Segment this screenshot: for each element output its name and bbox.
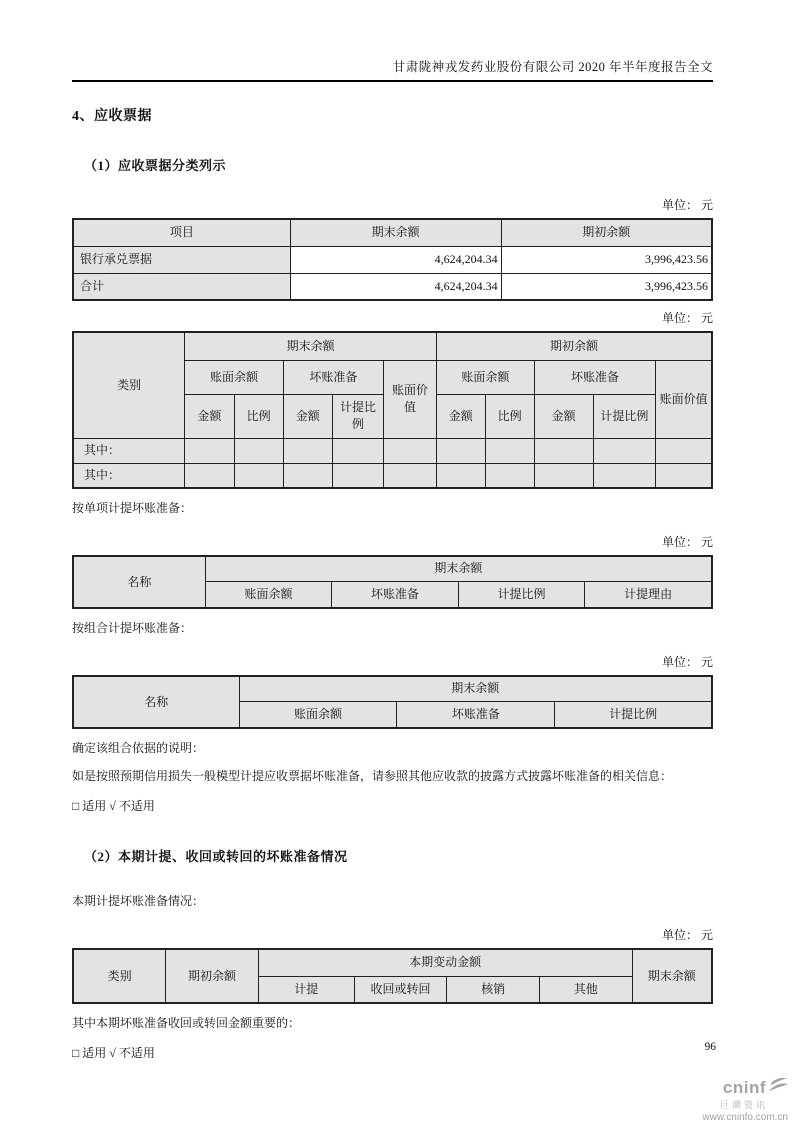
header-category: 类别 [73,332,185,438]
header-end-balance-group: 期末余额 [185,332,437,360]
header-amount: 金额 [534,394,593,438]
empty-cell [234,438,283,463]
provision-movement-intro: 本期计提坏账准备情况： [72,894,205,908]
cninfo-swirl-icon [768,1076,788,1099]
unit-label: 单位： 元 [661,535,713,549]
header-end-balance: 期末余额 [632,949,712,1003]
portfolio-basis-note: 确定该组合依据的说明： [72,741,205,755]
empty-cell [384,438,437,463]
table-header-row [73,676,712,701]
document-header-title: 甘肃陇神戎发药业股份有限公司 2020 年半年度报告全文 [392,60,713,74]
header-carrying-value: 账面价值 [384,360,437,438]
header-category: 类别 [73,949,166,1003]
empty-cell [384,463,437,488]
cninfo-chinese-name: 巨潮资讯 [719,1100,768,1110]
cninfo-logo-row [702,1076,788,1099]
header-recover: 收回或转回 [354,976,447,1003]
table-row [73,438,712,463]
header-book-balance: 账面余额 [437,360,535,394]
cninfo-url: www.cninfo.com.cn [702,1112,788,1122]
header-begin-balance-group: 期初余额 [437,332,712,360]
empty-cell [234,463,283,488]
header-provision-ratio: 计提比例 [593,394,656,438]
empty-cell [593,438,656,463]
row-item-label: 合计 [73,273,290,300]
header-provision-ratio: 计提比例 [332,394,383,438]
unit-label: 单位： 元 [661,198,713,212]
header-book-balance: 账面余额 [239,701,397,728]
table-header-row [73,949,712,976]
table-header-row [73,332,712,360]
empty-cell [534,463,593,488]
header-bad-debt: 坏账准备 [534,360,655,394]
header-amount: 金额 [437,394,486,438]
empty-cell [656,463,712,488]
ecl-model-note: 如是按照预期信用损失一般模型计提应收票据坏账准备，请参照其他应收款的披露方式披露坏账准备的相关信息： [72,769,673,783]
header-book-balance: 账面余额 [205,581,332,608]
table-row-total [73,273,712,300]
row-end-balance: 4,624,204.34 [290,246,501,273]
document-header [72,57,713,82]
header-amount: 金额 [283,394,332,438]
header-end-balance: 期末余额 [290,219,501,246]
header-other: 其他 [539,976,632,1003]
empty-cell [283,438,332,463]
header-name: 名称 [73,676,239,728]
empty-cell [437,463,486,488]
header-item: 项目 [73,219,290,246]
header-ratio: 比例 [485,394,534,438]
table-header-row [73,219,712,246]
section-4-1-title: （1）应收票据分类列示 [84,158,227,173]
row-label: 其中： [73,463,185,488]
header-ratio: 比例 [234,394,283,438]
header-provision-reason: 计提理由 [585,581,712,608]
header-bad-debt: 坏账准备 [283,360,383,394]
applicability-statement: □ 适用 √ 不适用 [72,1046,155,1060]
table-row [73,246,712,273]
empty-cell [485,463,534,488]
header-begin-balance: 期初余额 [501,219,712,246]
empty-cell [485,438,534,463]
empty-cell [332,463,383,488]
unit-label: 单位： 元 [661,928,713,942]
recover-importance-note: 其中本期坏账准备收回或转回金额重要的： [72,1016,301,1030]
table-header-row [73,556,712,581]
row-end-balance: 4,624,204.34 [290,273,501,300]
empty-cell [332,438,383,463]
cninfo-brand-text: cninf [722,1077,766,1097]
provision-movement-table [72,948,713,1004]
row-item-label: 银行承兑票据 [73,246,290,273]
header-bad-debt: 坏账准备 [332,581,459,608]
row-label: 其中： [73,438,185,463]
header-bad-debt: 坏账准备 [397,701,555,728]
individual-provision-table [72,555,713,609]
section-4-2-title: （2）本期计提、收回或转回的坏账准备情况 [84,849,348,864]
empty-cell [656,438,712,463]
empty-cell [185,438,234,463]
page-number: 96 [704,1041,716,1053]
applicability-statement: □ 适用 √ 不适用 [72,799,155,813]
empty-cell [283,463,332,488]
header-amount: 金额 [185,394,234,438]
row-begin-balance: 3,996,423.56 [501,246,712,273]
empty-cell [437,438,486,463]
header-provision-ratio: 计提比例 [555,701,712,728]
header-change-group: 本期变动金额 [258,949,632,976]
empty-cell [534,438,593,463]
header-end-balance-group: 期末余额 [205,556,712,581]
single-provision-note: 按单项计提坏账准备： [72,501,193,515]
header-carrying-value: 账面价值 [656,360,712,438]
portfolio-provision-note: 按组合计提坏账准备： [72,621,193,635]
unit-label: 单位： 元 [661,655,713,669]
header-writeoff: 核销 [447,976,540,1003]
empty-cell [593,463,656,488]
header-book-balance: 账面余额 [185,360,283,394]
unit-label: 单位： 元 [661,311,713,325]
page-content [0,57,793,1061]
provision-by-category-table [72,331,713,489]
header-end-balance-group: 期末余额 [239,676,712,701]
bills-classification-table [72,218,713,301]
empty-cell [185,463,234,488]
header-provision-ratio: 计提比例 [458,581,585,608]
row-begin-balance: 3,996,423.56 [501,273,712,300]
portfolio-provision-table [72,675,713,729]
table-row [73,463,712,488]
section-4-title: 4、应收票据 [72,109,152,124]
header-name: 名称 [73,556,205,608]
header-begin-balance: 期初余额 [166,949,259,1003]
header-accrual: 计提 [258,976,354,1003]
cninfo-logo [702,1076,788,1122]
